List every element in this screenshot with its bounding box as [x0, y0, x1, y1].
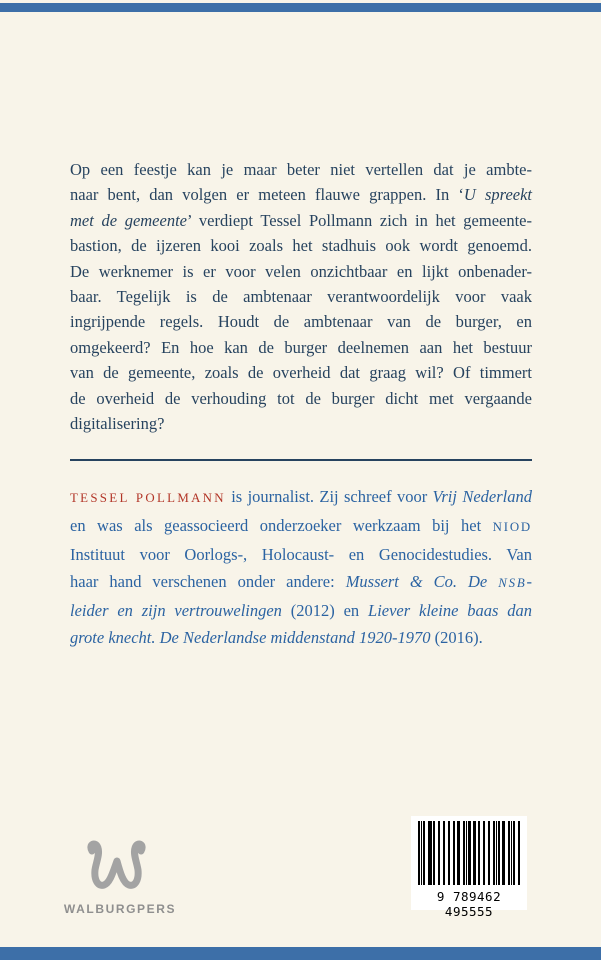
- blurb-paragraph: Op een feestje kan je maar beter niet vertellen dat je ambte- naar bent, dan volgen er meteen flauwe grappen. In ‘U spreekt met de gemeente’ verdiept Tessel Pollmann zich in het gemeente- bastion, de ijzeren kooi zoals het stadhuis ook wordt genoemd. De werknemer is er voor velen onzichtbaar en lijkt onbenader- baar. Tegelijk is de ambtenaar verantwoordelijk voor vaak ingrijpende regels. Houdt de ambtenaar van de burger, en omgekeerd? En hoe kan de burger deelnemen aan het bestuur van de gemeente, zoals de overheid dat graag wil? Of timmert de overheid de verhouding tot de burger dicht met vergaande digitalisering?: [70, 160, 532, 434]
- divider-rule: [70, 459, 532, 461]
- top-blue-band: [0, 3, 601, 12]
- author-bio-paragraph: TESSEL POLLMANN is journalist. Zij schreef voor Vrij Nederland en was als geassocieerd onderzoeker werkzaam bij het NIOD Instituut voor Oorlogs-, Holocaust- en Genocidestudies. Van haar hand verschenen onder andere: Mussert & Co. De NSB- leider en zijn vertrouwelingen (2012) en Liever kleine baas dan grote knecht. De Nederlandse middenstand 1920-1970 (2016).: [70, 487, 532, 647]
- publisher-name: WALBURGPERS: [63, 902, 177, 916]
- barcode-bars-icon: [418, 821, 520, 885]
- publisher-block: [62, 839, 178, 916]
- walburgpers-logo-icon: [84, 839, 156, 897]
- barcode-number: 9 789462 495555: [436, 889, 502, 919]
- barcode: [411, 816, 527, 919]
- bottom-blue-band: [0, 947, 601, 960]
